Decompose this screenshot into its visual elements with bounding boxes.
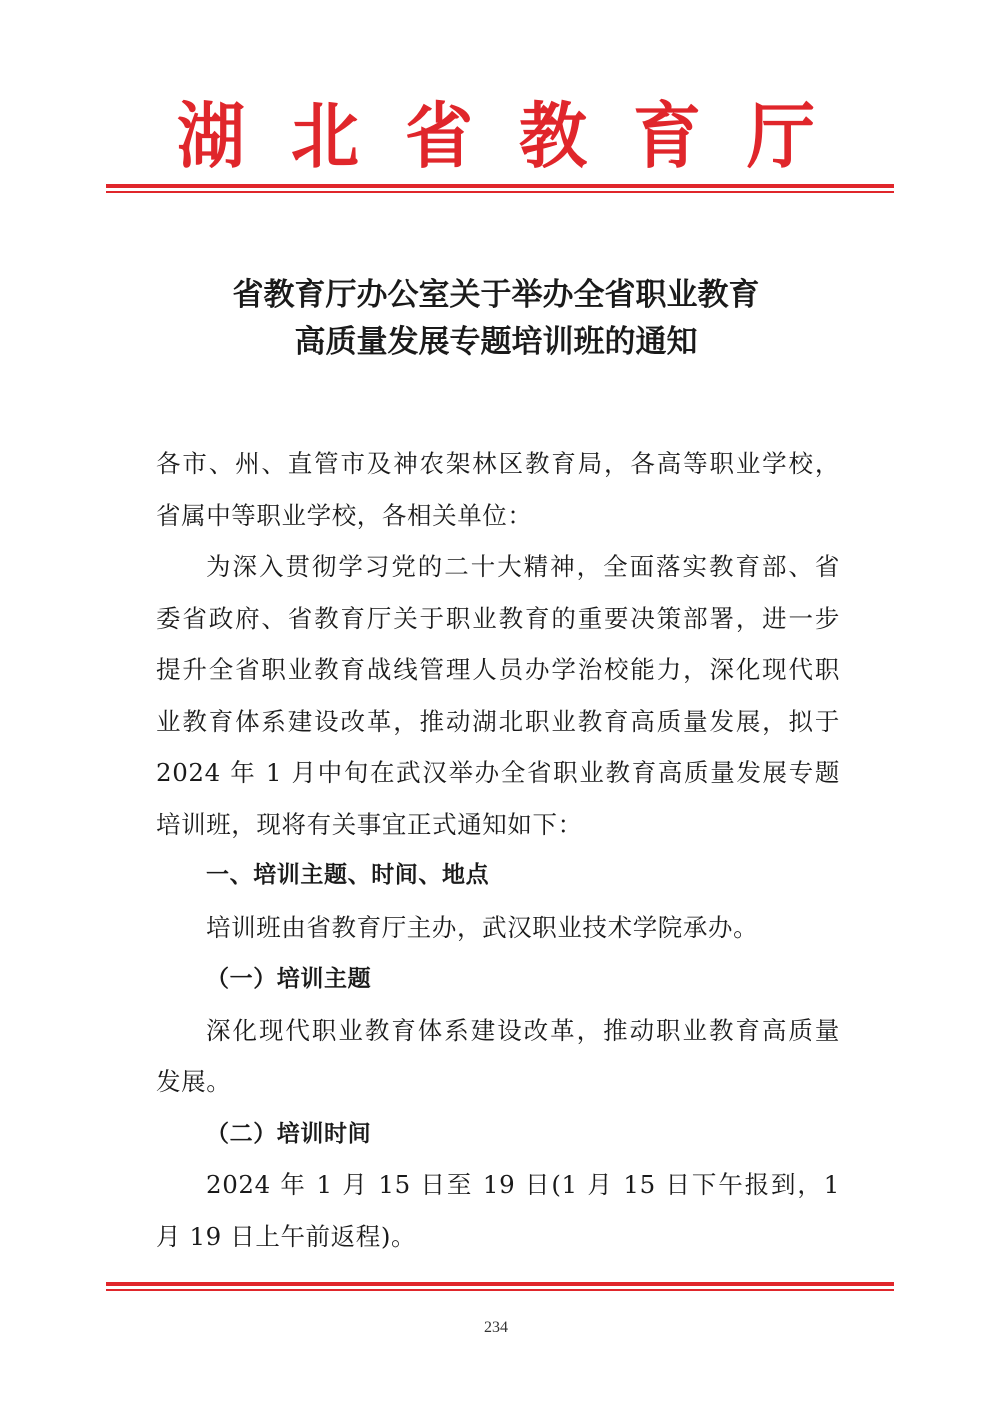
footer-red-rule	[106, 1282, 894, 1291]
subsection-text-line: 月 19 日上午前返程)。	[156, 1221, 417, 1251]
intro-line: 为深入贯彻学习党的二十大精神，全面落实教育部、省	[206, 552, 840, 581]
subsection-text-line: 深化现代职业教育体系建设改革，推动职业教育高质量	[206, 1015, 840, 1045]
intro-line: 培训班，现将有关事宜正式通知如下：	[156, 809, 583, 839]
document-body	[156, 438, 840, 1262]
letterhead-org-name: 湖北省教育厅	[176, 96, 861, 179]
subsection-text-line: 发展。	[156, 1067, 232, 1096]
intro-line: 2024 年 1 月中旬在武汉举办全省职业教育高质量发展专题	[156, 758, 840, 787]
title-line: 高质量发展专题培训班的通知	[294, 324, 698, 360]
section-text: 培训班由省教育厅主办，武汉职业技术学院承办。	[206, 912, 759, 942]
title-line: 省教育厅办公室关于举办全省职业教育	[232, 277, 760, 313]
letterhead-red-rule	[106, 184, 894, 193]
recipients-line: 省属中等职业学校，各相关单位：	[156, 500, 533, 530]
intro-line: 提升全省职业教育战线管理人员办学治校能力，深化现代职	[156, 655, 840, 684]
page-number: 234	[484, 1319, 508, 1336]
document-title	[0, 272, 992, 366]
subsection-heading: （一）培训主题	[206, 965, 372, 992]
section-heading: 一、培训主题、时间、地点	[206, 862, 490, 888]
subsection-heading: （二）培训时间	[206, 1119, 372, 1147]
letterhead	[0, 96, 992, 180]
intro-line: 委省政府、省教育厅关于职业教育的重要决策部署，进一步	[156, 603, 840, 633]
subsection-text-line: 2024 年 1 月 15 日至 19 日(1 月 15 日下午报到，1	[206, 1170, 840, 1199]
recipients-line: 各市、州、直管市及神农架林区教育局，各高等职业学校，	[156, 449, 840, 478]
intro-line: 业教育体系建设改革，推动湖北职业教育高质量发展，拟于	[156, 706, 840, 736]
